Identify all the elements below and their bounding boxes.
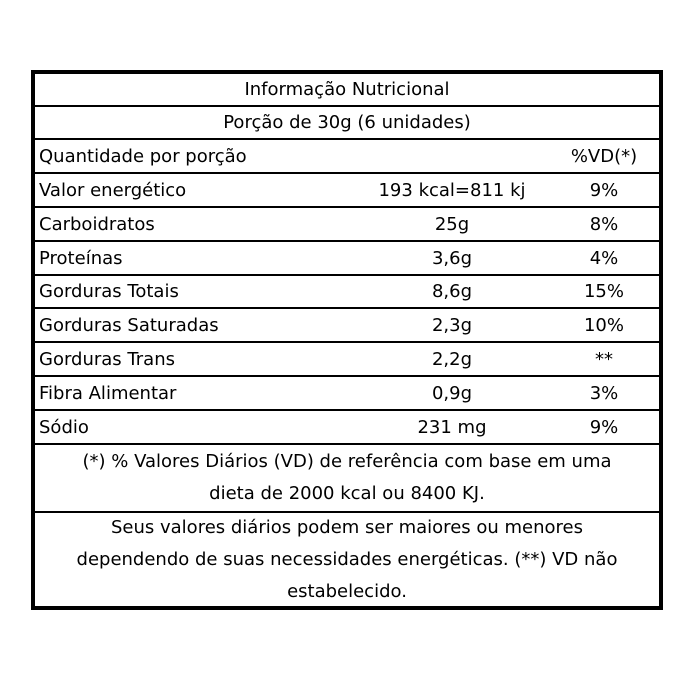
disclaimer-line: estabelecido.	[287, 580, 407, 602]
nutrient-amount: 0,9g	[431, 382, 473, 404]
nutrient-amount: 3,6g	[431, 247, 473, 269]
nutrient-amount: 2,3g	[431, 314, 473, 336]
nutrient-vd: 8%	[589, 213, 619, 235]
reference-footnote-line: (*) % Valores Diários (VD) de referência com base em uma	[82, 451, 612, 472]
nutrient-amount: 231 mg	[417, 416, 487, 438]
column-header-vd: %VD(*)	[570, 145, 638, 167]
nutrient-name: Fibra Alimentar	[39, 382, 177, 404]
disclaimer-row	[35, 513, 659, 606]
nutrient-name: Valor energético	[39, 179, 187, 201]
serving-size-row	[35, 107, 659, 140]
table-row	[35, 411, 659, 445]
nutrient-vd: 15%	[583, 281, 624, 302]
table-row	[35, 276, 659, 309]
nutrient-amount: 8,6g	[431, 281, 473, 302]
nutrient-vd: 10%	[583, 314, 624, 336]
nutrient-vd: 9%	[589, 416, 619, 438]
table-row	[35, 208, 659, 242]
disclaimer-note	[35, 513, 659, 606]
table-title-row	[35, 74, 659, 107]
column-header-row	[35, 140, 659, 174]
table-title: Informação Nutricional	[244, 79, 450, 100]
reference-footnote-line: dieta de 2000 kcal ou 8400 KJ.	[209, 483, 485, 504]
nutrient-vd: 9%	[589, 179, 619, 201]
serving-size: Porção de 30g (6 unidades)	[223, 112, 471, 133]
table-row	[35, 309, 659, 343]
reference-footnote	[35, 445, 659, 511]
nutrient-name: Sódio	[39, 416, 89, 438]
table-row	[35, 377, 659, 411]
reference-footnote-row	[35, 445, 659, 513]
nutrient-vd: **	[595, 348, 613, 370]
table-row	[35, 242, 659, 276]
nutrient-name: Carboidratos	[39, 213, 155, 235]
disclaimer-line: Seus valores diários podem ser maiores ou menores	[110, 516, 583, 538]
nutrient-name: Gorduras Totais	[39, 281, 179, 302]
nutrient-amount: 193 kcal=811 kj	[378, 179, 526, 201]
table-row	[35, 174, 659, 208]
nutrient-vd: 3%	[589, 382, 619, 404]
nutrient-name: Gorduras Saturadas	[39, 314, 219, 336]
nutrient-name: Proteínas	[39, 247, 123, 269]
nutrient-vd: 4%	[589, 247, 619, 269]
column-header-quantity: Quantidade por porção	[39, 145, 247, 167]
nutrition-facts-table	[31, 70, 663, 610]
table-row	[35, 343, 659, 377]
disclaimer-line: dependendo de suas necessidades energéticas. (**) VD não	[76, 548, 618, 570]
nutrient-name: Gorduras Trans	[39, 348, 175, 370]
nutrient-amount: 2,2g	[431, 348, 473, 370]
nutrient-amount: 25g	[434, 213, 470, 235]
